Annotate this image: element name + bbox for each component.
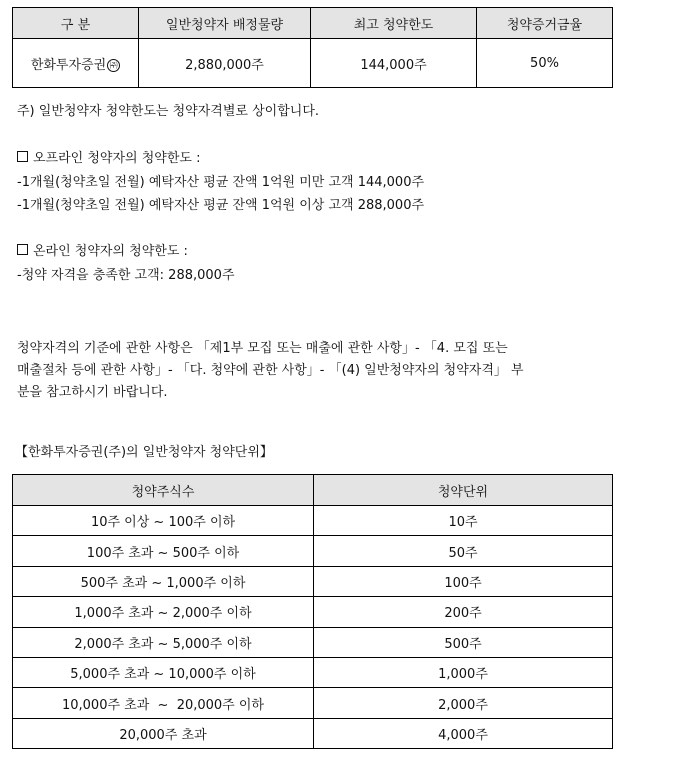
shares-range: 1,000주 초과 ~ 2,000주 이하	[13, 597, 314, 627]
unit-value: 10주	[314, 506, 613, 536]
shares-range: 500주 초과 ~ 1,000주 이하	[13, 566, 314, 596]
volume-cell: 2,880,000주	[139, 39, 311, 88]
unit-value: 500주	[314, 627, 613, 657]
unit-value: 100주	[314, 566, 613, 596]
table-row	[13, 718, 613, 748]
max-limit-cell: 144,000주	[311, 39, 477, 88]
checkbox-square-icon	[17, 151, 28, 162]
shares-range: 10주 이상 ~ 100주 이하	[13, 506, 314, 536]
online-line: -청약 자격을 충족한 고객: 288,000주	[17, 268, 235, 283]
reference-line: 매출절차 등에 관한 사항」- 「다. 청약에 관한 사항」- 「(4) 일반청약자의 청약자격」 부	[17, 363, 524, 378]
online-heading-text: 온라인 청약자의 청약한도 :	[33, 244, 188, 259]
company-name: 한화투자증권	[30, 57, 107, 73]
offline-heading-text: 오프라인 청약자의 청약한도 :	[33, 151, 201, 166]
checkbox-square-icon	[17, 244, 28, 255]
allocation-header-row	[13, 8, 613, 39]
table-row	[13, 657, 613, 687]
unit-header-row	[13, 475, 613, 506]
company-cell	[13, 39, 139, 88]
reference-line: 분을 참고하시기 바랍니다.	[17, 385, 168, 400]
reference-line: 청약자격의 기준에 관한 사항은 「제1부 모집 또는 매출에 관한 사항」- 「4. 모집 또는	[17, 341, 508, 356]
table-row	[13, 506, 613, 536]
deposit-rate-cell: 50%	[477, 39, 613, 88]
offline-heading	[17, 150, 200, 168]
table-row	[13, 597, 613, 627]
unit-table-title: 【한화투자증권(주)의 일반청약자 청약단위】	[15, 445, 273, 460]
header-volume: 일반청약자 배정물량	[139, 8, 311, 39]
header-category: 구 분	[13, 8, 139, 39]
unit-value: 200주	[314, 597, 613, 627]
header-shares: 청약주식수	[13, 475, 314, 506]
shares-range: 2,000주 초과 ~ 5,000주 이하	[13, 627, 314, 657]
shares-range: 10,000주 초과 ~ 20,000주 이하	[13, 688, 314, 718]
table-row	[13, 536, 613, 566]
company-suffix: ㈜	[107, 59, 120, 72]
footnote: 주) 일반청약자 청약한도는 청약자격별로 상이합니다.	[17, 104, 320, 119]
header-unit: 청약단위	[314, 475, 613, 506]
online-heading	[17, 243, 188, 261]
allocation-row	[13, 39, 613, 88]
unit-value: 50주	[314, 536, 613, 566]
allocation-table	[12, 7, 613, 88]
unit-value: 1,000주	[314, 657, 613, 687]
unit-value: 4,000주	[314, 718, 613, 748]
table-row	[13, 566, 613, 596]
shares-range: 20,000주 초과	[13, 718, 314, 748]
offline-line: -1개월(청약초일 전월) 예탁자산 평균 잔액 1억원 미만 고객 144,000주	[17, 175, 425, 190]
unit-value: 2,000주	[314, 688, 613, 718]
unit-table	[12, 474, 613, 749]
header-max-limit: 최고 청약한도	[311, 8, 477, 39]
table-row	[13, 627, 613, 657]
header-deposit-rate: 청약증거금율	[477, 8, 613, 39]
shares-range: 100주 초과 ~ 500주 이하	[13, 536, 314, 566]
table-row	[13, 688, 613, 718]
shares-range: 5,000주 초과 ~ 10,000주 이하	[13, 657, 314, 687]
offline-line: -1개월(청약초일 전월) 예탁자산 평균 잔액 1억원 이상 고객 288,000주	[17, 198, 425, 213]
